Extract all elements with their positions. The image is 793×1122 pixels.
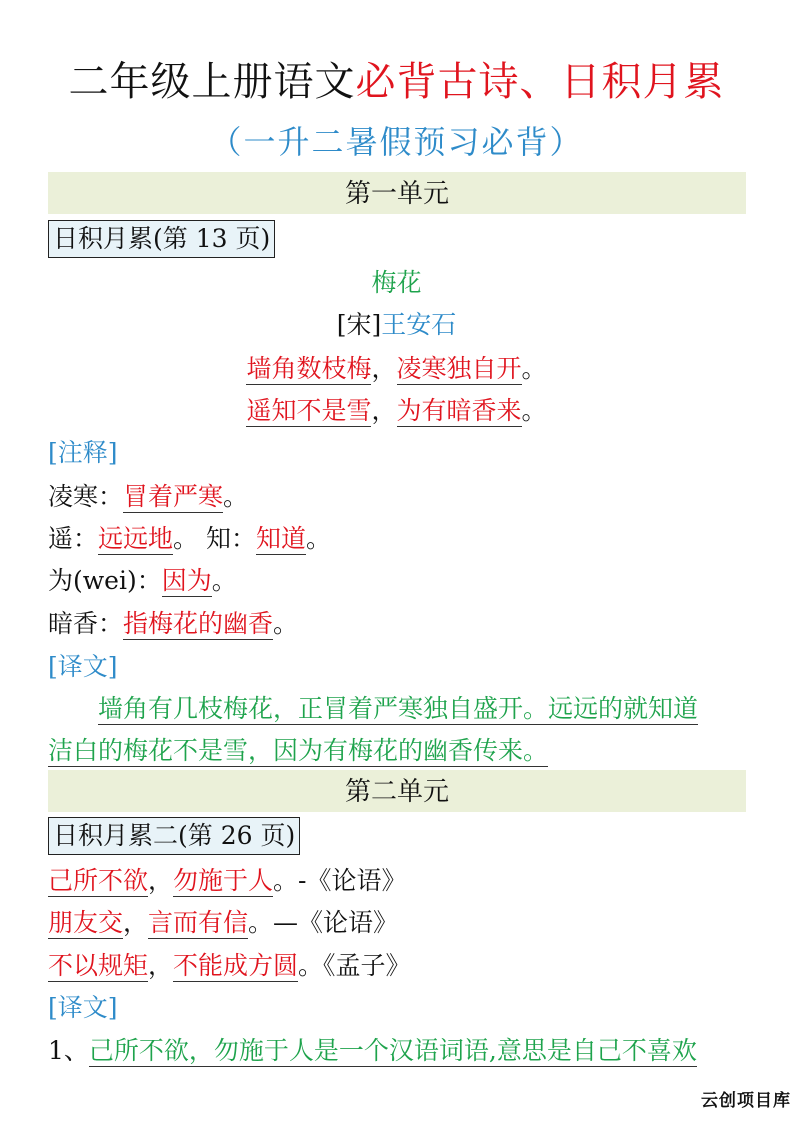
quote-3-a: 不以规矩 xyxy=(48,951,149,980)
poem-line-1-end: 。 xyxy=(521,354,547,383)
note-2-def2: 知道 xyxy=(255,524,306,553)
poem-line-1 xyxy=(0,352,793,386)
note-1-def: 冒着严寒 xyxy=(123,482,224,511)
title-red-part: 必背古诗、日积月累 xyxy=(355,59,725,105)
note-4-term: 暗香： xyxy=(48,609,124,638)
note-3 xyxy=(48,564,237,598)
quote-3-sep: ， xyxy=(148,951,174,980)
translation-heading-1: [译文] xyxy=(48,652,118,681)
note-2-def: 远远地 xyxy=(98,524,174,553)
quote-1 xyxy=(48,864,407,898)
quote-2-sep: ， xyxy=(123,908,149,937)
note-2 xyxy=(48,522,331,556)
translation-1-line-2 xyxy=(48,734,548,768)
poem-line-2-b: 为有暗香来 xyxy=(396,396,522,425)
poem-dynasty: [宋] xyxy=(336,310,382,339)
quote-3-b: 不能成方圆 xyxy=(173,951,299,980)
poem-author xyxy=(0,308,793,342)
unit-1-label: 第一单元 xyxy=(341,179,453,209)
poem-line-1-sep: ， xyxy=(371,354,397,383)
note-4 xyxy=(48,607,298,641)
note-1 xyxy=(48,480,248,514)
translation-heading-2: [译文] xyxy=(48,993,118,1022)
quote-1-source: 。-《论语》 xyxy=(273,866,407,895)
quote-2 xyxy=(48,906,398,940)
poem-line-2 xyxy=(0,394,793,428)
poem-author-name: 王安石 xyxy=(381,310,457,339)
translation-1-line-1 xyxy=(48,692,740,726)
page-subtitle: （一升二暑假预习必背） xyxy=(209,123,584,161)
quote-2-a: 朋友交 xyxy=(48,908,124,937)
note-3-def: 因为 xyxy=(161,566,212,595)
note-3-end: 。 xyxy=(211,566,237,595)
note-3-term: 为(wei)： xyxy=(48,566,162,595)
quote-3 xyxy=(48,949,411,983)
poem-line-2-end: 。 xyxy=(521,396,547,425)
quote-1-a: 己所不欲 xyxy=(48,866,149,895)
note-1-end: 。 xyxy=(223,482,249,511)
notes-heading: [注释] xyxy=(48,438,118,467)
quote-1-sep: ， xyxy=(148,866,174,895)
poem-line-1-a: 墙角数枝梅 xyxy=(246,354,372,383)
poem-line-2-sep: ， xyxy=(371,396,397,425)
translation-2-number: 1、 xyxy=(48,1036,89,1065)
footer-watermark: 云创项目库 xyxy=(701,1091,791,1111)
unit-1-section-label: 日积月累(第 13 页) xyxy=(48,220,275,258)
page-title xyxy=(0,56,793,108)
quote-2-source: 。—《论语》 xyxy=(248,908,399,937)
unit-2-label: 第二单元 xyxy=(341,777,453,807)
unit-2-section-label: 日积月累二(第 26 页) xyxy=(48,817,300,855)
poem-line-1-b: 凌寒独自开 xyxy=(396,354,522,383)
poem-title: 梅花 xyxy=(371,268,422,297)
translation-2-line-1-text: 己所不欲，勿施于人是一个汉语词语,意思是自己不喜欢 xyxy=(88,1036,697,1065)
quote-3-source: 。《孟子》 xyxy=(298,951,411,980)
note-2-end: 。 xyxy=(306,524,332,553)
poem-line-2-a: 遥知不是雪 xyxy=(246,396,372,425)
unit-1-band xyxy=(48,172,746,214)
translation-1-line-2-text: 洁白的梅花不是雪，因为有梅花的幽香传来。 xyxy=(48,736,549,765)
note-4-def: 指梅花的幽香 xyxy=(123,609,274,638)
quote-1-b: 勿施于人 xyxy=(173,866,274,895)
note-2-term: 遥： xyxy=(48,524,99,553)
note-1-term: 凌寒： xyxy=(48,482,124,511)
unit-2-band xyxy=(48,770,746,812)
translation-2-line-1 xyxy=(48,1034,697,1068)
translation-1-line-1-text: 墙角有几枝梅花，正冒着严寒独自盛开。远远的就知道 xyxy=(98,694,699,723)
note-2-mid: 。 知： xyxy=(173,524,256,553)
title-black-part: 二年级上册语文 xyxy=(68,59,356,105)
quote-2-b: 言而有信 xyxy=(148,908,249,937)
note-4-end: 。 xyxy=(273,609,299,638)
